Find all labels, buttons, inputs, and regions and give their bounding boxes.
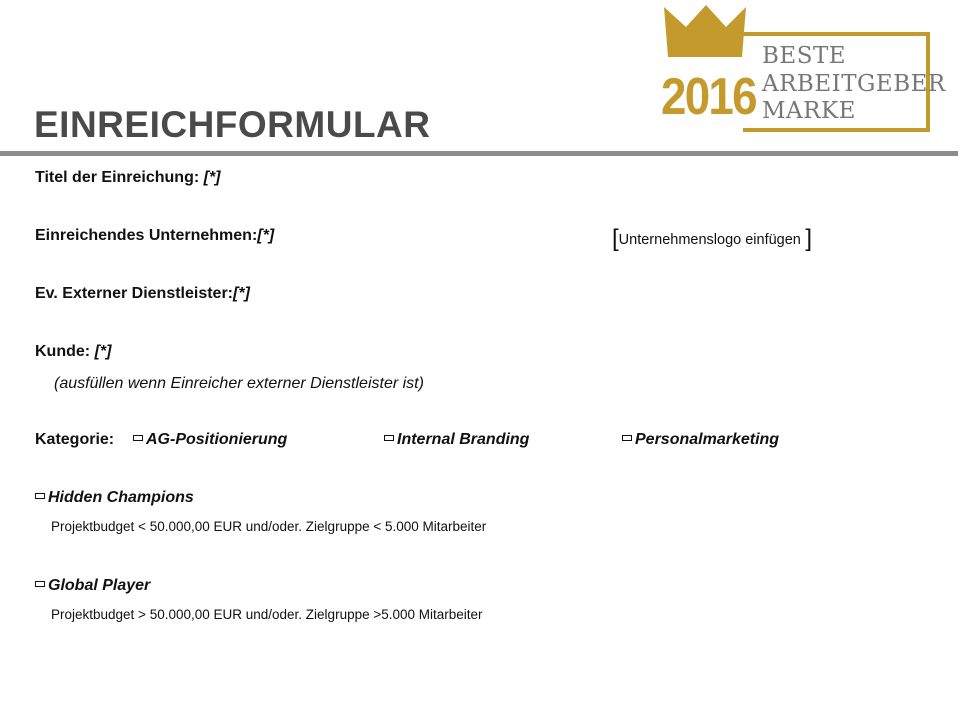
crown-icon xyxy=(660,5,750,65)
field-titel-label: Titel der Einreichung: xyxy=(35,169,200,186)
placeholder-close-bracket: ] xyxy=(805,225,812,252)
logo-word-arbeitgeber: ARBEITGEBER xyxy=(762,71,946,97)
option-personalmarketing[interactable] xyxy=(622,430,779,450)
field-kunde[interactable] xyxy=(35,342,111,362)
title-divider xyxy=(0,151,958,156)
logo-word-marke: MARKE xyxy=(762,98,856,124)
page-title: EINREICHFORMULAR xyxy=(34,104,431,145)
option-ag-positionierung[interactable] xyxy=(133,430,287,450)
kategorie-label: Kategorie: xyxy=(35,431,115,448)
option-label: Global Player xyxy=(48,577,151,594)
logo-word-beste: BESTE xyxy=(762,43,847,69)
checkbox-icon[interactable] xyxy=(35,581,45,587)
field-kunde-label: Kunde: xyxy=(35,343,91,360)
checkbox-icon[interactable] xyxy=(622,435,632,441)
option-label: Hidden Champions xyxy=(48,489,194,506)
global-player-description: Projektbudget > 50.000,00 EUR und/oder. Zielgruppe >5.000 Mitarbeiter xyxy=(51,607,483,622)
checkbox-icon[interactable] xyxy=(384,435,394,441)
hidden-champions-description: Projektbudget < 50.000,00 EUR und/oder. Zielgruppe < 5.000 Mitarbeiter xyxy=(51,519,487,534)
field-titel-value[interactable]: [*] xyxy=(203,169,221,186)
placeholder-open-bracket: [ xyxy=(612,225,619,252)
option-internal-branding[interactable] xyxy=(384,430,529,450)
option-label: AG-Positionierung xyxy=(146,431,288,448)
field-unternehmen-label: Einreichendes Unternehmen: xyxy=(35,227,258,244)
company-logo-placeholder[interactable] xyxy=(612,224,812,254)
field-dienstleister-label: Ev. Externer Dienstleister: xyxy=(35,285,234,302)
placeholder-text: Unternehmenslogo einfügen xyxy=(618,232,801,248)
field-dienstleister[interactable] xyxy=(35,284,250,304)
field-dienstleister-value[interactable]: [*] xyxy=(233,285,250,302)
option-label: Internal Branding xyxy=(397,431,530,448)
checkbox-icon[interactable] xyxy=(35,493,45,499)
field-kunde-value[interactable]: [*] xyxy=(94,343,112,360)
option-hidden-champions[interactable] xyxy=(35,488,194,508)
option-label: Personalmarketing xyxy=(635,431,780,448)
logo-year: 2016 xyxy=(661,68,756,126)
field-titel[interactable] xyxy=(35,168,221,188)
field-unternehmen-value[interactable]: [*] xyxy=(257,227,275,244)
field-unternehmen[interactable] xyxy=(35,226,274,246)
checkbox-icon[interactable] xyxy=(133,435,143,441)
option-global-player[interactable] xyxy=(35,576,150,596)
field-kunde-note: (ausfüllen wenn Einreicher externer Dienstleister ist) xyxy=(54,375,424,392)
